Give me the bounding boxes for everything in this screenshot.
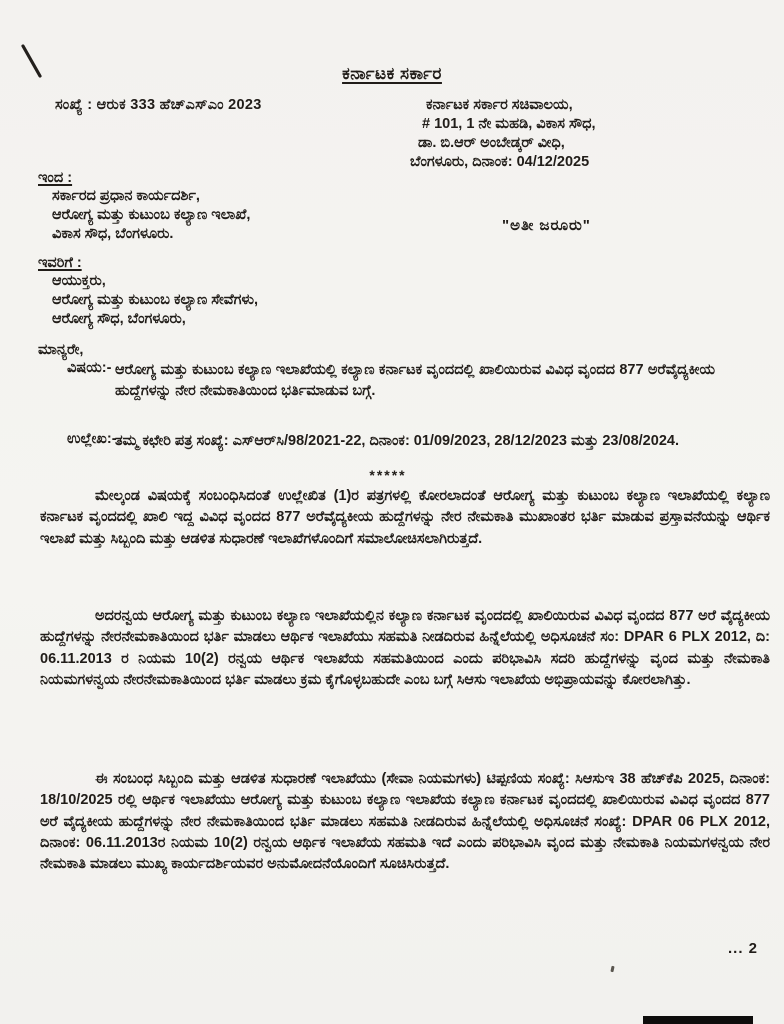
to-address xyxy=(52,272,258,329)
from-label: ಇಂದ : xyxy=(38,170,73,186)
body-paragraph-1: ಮೇಲ್ಕಂಡ ವಿಷಯಕ್ಕೆ ಸಂಬಂಧಿಸಿದಂತೆ ಉಲ್ಲೇಖಿತ (1)ರ ಪತ್ರಗಳಲ್ಲಿ ಕೋರಲಾದಂತೆ ಆರೋಗ್ಯ ಮತ್ತು ಕುಟುಂಬ ಕಲ್ಯಾಣ ಇಲಾಖೆಯಲ್ಲಿ ಕಲ್ಯಾಣ ಕರ್ನಾಟಕ ವೃಂದದಲ್ಲಿ ಖಾಲಿ ಇದ್ದ ವಿವಿಧ ವೃಂದದ 877 ಅರೆವೈದ್ಯಕೀಯ ಹುದ್ದೆಗಳನ್ನು ನೇರ ನೇಮಕಾತಿ ಮುಖಾಂತರ ಭರ್ತಿ ಮಾಡುವ ಪ್ರಸ್ತಾವನೆಯನ್ನು ಆರ್ಥಿಕ ಇಲಾಖೆ ಮತ್ತು ಸಿಬ್ಬಂದಿ ಮತ್ತು ಆಡಳಿತ ಸುಧಾರಣೆ ಇಲಾಖೆಗಳೊಂದಿಗೆ ಸಮಾಲೋಚಿಸಲಾಗಿರುತ್ತದೆ. xyxy=(40,488,770,547)
address-date-line: ಬೆಂಗಳೂರು, ದಿನಾಂಕ: 04/12/2025 xyxy=(410,154,590,170)
subject-block xyxy=(67,360,715,402)
to-line: ಆರೋಗ್ಯ ಸೌಧ, ಬೆಂಗಳೂರು, xyxy=(52,311,186,327)
body-paragraph-2: ಅದರನ್ವಯ ಆರೋಗ್ಯ ಮತ್ತು ಕುಟುಂಬ ಕಲ್ಯಾಣ ಇಲಾಖೆಯಲ್ಲಿನ ಕಲ್ಯಾಣ ಕರ್ನಾಟಕ ವೃಂದದಲ್ಲಿ ಖಾಲಿಯಿರುವ ವಿವಿಧ ವೃಂದದ 877 ಅರೆ ವೈದ್ಯಕೀಯ ಹುದ್ದೆಗಳನ್ನು ನೇರನೇಮಕಾತಿಯಿಂದ ಭರ್ತಿ ಮಾಡಲು ಆರ್ಥಿಕ ಇಲಾಖೆಯು ಸಹಮತಿ ನೀಡದಿರುವ ಹಿನ್ನೆಲೆಯಲ್ಲಿ ಅಧಿಸೂಚನೆ ಸಂ: DPAR 6 PLX 2012, ದಿ: 06.11.2013 ರ ನಿಯಮ 10(2) ರನ್ವಯ ಆರ್ಥಿಕ ಇಲಾಖೆಯ ಸಹಮತಿಯಿಂದ ಎಂದು ಪರಿಭಾವಿಸಿ ಸದರಿ ಹುದ್ದೆಗಳನ್ನು ವೃಂದ ಮತ್ತು ನೇಮಕಾತಿ ನಿಯಮಗಳನ್ವಯ ನೇರನೇಮಕಾತಿಯಿಂದ ಭರ್ತಿ ಮಾಡಲು ಕ್ರಮ ಕೈಗೊಳ್ಳಬಹುದೇ ಎಂಬ ಬಗ್ಗೆ ಸಿಆಸು ಇಲಾಖೆಯ ಅಭಿಪ್ರಾಯವನ್ನು ಕೋರಲಾಗಿತ್ತು. xyxy=(40,608,770,688)
to-line: ಆರೋಗ್ಯ ಮತ್ತು ಕುಟುಂಬ ಕಲ್ಯಾಣ ಸೇವೆಗಳು, xyxy=(52,292,259,308)
stars-separator: ***** xyxy=(369,467,407,483)
subject-label: ವಿಷಯ:- xyxy=(67,360,112,376)
from-address xyxy=(52,187,250,244)
secretariat-address xyxy=(410,96,596,172)
from-line: ಆರೋಗ್ಯ ಮತ್ತು ಕುಟುಂಬ ಕಲ್ಯಾಣ ಇಲಾಖೆ, xyxy=(52,207,251,223)
reference-text: ತಮ್ಮ ಕಛೇರಿ ಪತ್ರ ಸಂಖ್ಯೆ: ಎಸ್‌ಆರ್‌ಸಿ/98/2021-22, ದಿನಾಂಕ: 01/09/2023, 28/12/2023 ಮತ್ತು 23/08/2024. xyxy=(115,433,679,449)
address-line: ಕರ್ನಾಟಕ ಸರ್ಕಾರ ಸಚಿವಾಲಯ, xyxy=(426,97,573,113)
urgency-note: "ಅತೀ ಜರೂರು" xyxy=(502,217,591,234)
scan-artifact-bar xyxy=(643,1016,753,1024)
address-line: ಡಾ. ಬಿ.ಆರ್ ಅಂಬೇಡ್ಕರ್ ವೀಧಿ, xyxy=(418,135,565,151)
scan-speck xyxy=(610,966,614,972)
reference-label: ಉಲ್ಲೇಖ:- xyxy=(67,431,117,447)
from-line: ಸರ್ಕಾರದ ಪ್ರಧಾನ ಕಾರ್ಯದರ್ಶಿ, xyxy=(52,188,200,204)
body-paragraph-3: ಈ ಸಂಬಂಧ ಸಿಬ್ಬಂದಿ ಮತ್ತು ಆಡಳಿತ ಸುಧಾರಣೆ ಇಲಾಖೆಯು (ಸೇವಾ ನಿಯಮಗಳು) ಟಿಪ್ಪಣಿಯ ಸಂಖ್ಯೆ: ಸಿಆಸುಇ 38 ಹೆಚ್‌ಕೆಪಿ 2025, ದಿನಾಂಕ: 18/10/2025 ರಲ್ಲಿ ಆರ್ಥಿಕ ಇಲಾಖೆಯು ಆರೋಗ್ಯ ಮತ್ತು ಕುಟುಂಬ ಕಲ್ಯಾಣ ಇಲಾಖೆಯ ಕಲ್ಯಾಣ ಕರ್ನಾಟಕ ವೃಂದದಲ್ಲಿ ಖಾಲಿಯಿರುವ ವಿವಿಧ ವೃಂದದ 877 ಅರೆ ವೈದ್ಯಕೀಯ ಹುದ್ದೆಗಳನ್ನು ನೇರ ನೇಮಕಾತಿಯಿಂದ ಭರ್ತಿ ಮಾಡಲು ಸಹಮತಿ ನೀಡದಿರುವ ಹಿನ್ನೆಲೆಯಲ್ಲಿ ಅಧಿಸೂಚನೆ ಸಂಖ್ಯೆ: DPAR 06 PLX 2012, ದಿನಾಂಕ: 06.11.2013ರ ನಿಯಮ 10(2) ರನ್ವಯ ಆರ್ಥಿಕ ಇಲಾಖೆಯ ಸಹಮತಿ ಇದೆ ಎಂದು ಪರಿಭಾವಿಸಿ ವೃಂದ ಮತ್ತು ನೇಮಕಾತಿ ನಿಯಮಗಳನ್ವಯ ನೇರ ನೇಮಕಾತಿ ಮಾಡಲು ಮುಖ್ಯ ಕಾರ್ಯದರ್ಶಿಯವರ ಅನುಮೋದನೆಯೊಂದಿಗೆ ಸೂಚಿಸಿರುತ್ತದೆ. xyxy=(40,771,770,873)
reference-block xyxy=(67,431,715,452)
from-line: ವಿಕಾಸ ಸೌಧ, ಬೆಂಗಳೂರು. xyxy=(52,226,174,242)
salutation: ಮಾನ್ಯರೇ, xyxy=(38,342,84,358)
to-label: ಇವರಿಗೆ : xyxy=(38,255,82,271)
letter-number: ಸಂಖ್ಯೆ : ಆರುಕ 333 ಹೆಚ್‌ಎಸ್‌ಎಂ 2023 xyxy=(55,97,262,113)
to-line: ಆಯುಕ್ತರು, xyxy=(52,273,106,289)
page-number: ... 2 xyxy=(727,940,758,957)
document-title-text: ಕರ್ನಾಟಕ ಸರ್ಕಾರ xyxy=(342,64,442,83)
address-line: # 101, 1 ನೇ ಮಹಡಿ, ವಿಕಾಸ ಸೌಧ, xyxy=(422,116,596,132)
subject-text: ಆರೋಗ್ಯ ಮತ್ತು ಕುಟುಂಬ ಕಲ್ಯಾಣ ಇಲಾಖೆಯಲ್ಲಿ ಕಲ್ಯಾಣ ಕರ್ನಾಟಕ ವೃಂದದಲ್ಲಿ ಖಾಲಿಯಿರುವ ವಿವಿಧ ವೃಂದದ 877 ಅರೆವೈದ್ಯಕೀಯ ಹುದ್ದೆಗಳನ್ನು ನೇರ ನೇಮಕಾತಿಯಿಂದ ಭರ್ತಿಮಾಡುವ ಬಗ್ಗೆ. xyxy=(115,362,715,399)
document-title xyxy=(0,64,784,84)
